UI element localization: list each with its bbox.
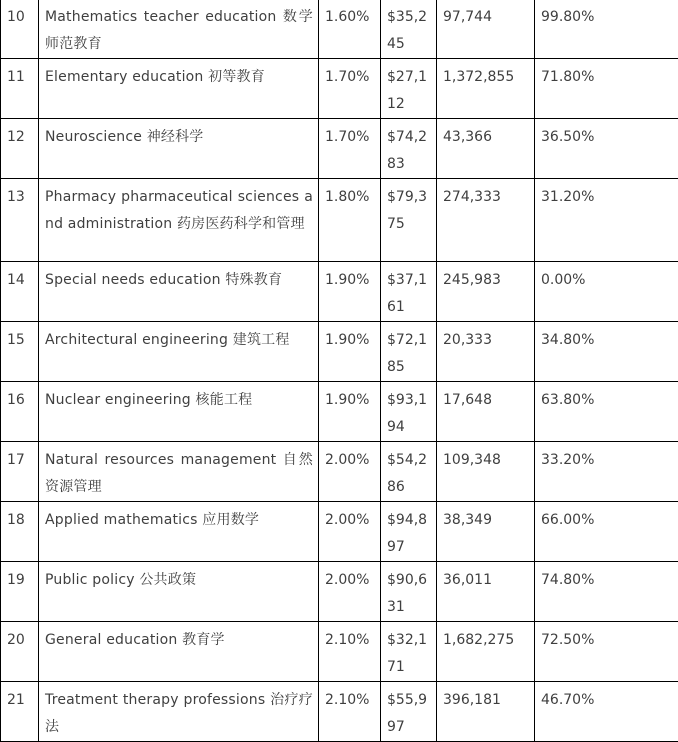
table-row <box>1 682 678 742</box>
major-cell: Mathematics teacher education 数学师范教育 <box>39 0 319 59</box>
rate-cell: 66.00% <box>535 502 678 562</box>
count-cell: 245,983 <box>437 262 535 322</box>
salary-cell: $79,375 <box>381 179 437 262</box>
rate-cell: 71.80% <box>535 59 678 119</box>
major-cell: Public policy 公共政策 <box>39 562 319 622</box>
percent-cell: 2.10% <box>319 622 381 682</box>
percent-cell: 1.80% <box>319 179 381 262</box>
rank-cell: 13 <box>1 179 39 262</box>
table-row <box>1 59 678 119</box>
rate-cell: 36.50% <box>535 119 678 179</box>
salary-cell: $27,112 <box>381 59 437 119</box>
rank-cell: 12 <box>1 119 39 179</box>
count-cell: 396,181 <box>437 682 535 742</box>
percent-cell: 1.90% <box>319 322 381 382</box>
salary-cell: $54,286 <box>381 442 437 502</box>
rank-cell: 18 <box>1 502 39 562</box>
percent-cell: 1.70% <box>319 119 381 179</box>
rank-cell: 16 <box>1 382 39 442</box>
salary-cell: $94,897 <box>381 502 437 562</box>
table-row <box>1 0 678 59</box>
table-row <box>1 262 678 322</box>
major-cell: Pharmacy pharmaceutical sciences and administration 药房医药科学和管理 <box>39 179 319 262</box>
rate-cell: 63.80% <box>535 382 678 442</box>
rank-cell: 14 <box>1 262 39 322</box>
table-row <box>1 382 678 442</box>
table-row <box>1 322 678 382</box>
major-cell: Architectural engineering 建筑工程 <box>39 322 319 382</box>
major-cell: Neuroscience 神经科学 <box>39 119 319 179</box>
table-row <box>1 502 678 562</box>
rate-cell: 34.80% <box>535 322 678 382</box>
salary-cell: $93,194 <box>381 382 437 442</box>
table-row <box>1 562 678 622</box>
rank-cell: 21 <box>1 682 39 742</box>
percent-cell: 1.70% <box>319 59 381 119</box>
percent-cell: 2.00% <box>319 442 381 502</box>
salary-cell: $55,997 <box>381 682 437 742</box>
rate-cell: 72.50% <box>535 622 678 682</box>
rate-cell: 0.00% <box>535 262 678 322</box>
salary-cell: $72,185 <box>381 322 437 382</box>
rate-cell: 46.70% <box>535 682 678 742</box>
count-cell: 17,648 <box>437 382 535 442</box>
rank-cell: 17 <box>1 442 39 502</box>
rank-cell: 10 <box>1 0 39 59</box>
salary-cell: $37,161 <box>381 262 437 322</box>
major-cell: General education 教育学 <box>39 622 319 682</box>
count-cell: 20,333 <box>437 322 535 382</box>
count-cell: 38,349 <box>437 502 535 562</box>
count-cell: 43,366 <box>437 119 535 179</box>
major-cell: Applied mathematics 应用数学 <box>39 502 319 562</box>
rank-cell: 20 <box>1 622 39 682</box>
rate-cell: 31.20% <box>535 179 678 262</box>
count-cell: 1,682,275 <box>437 622 535 682</box>
major-cell: Natural resources management 自然资源管理 <box>39 442 319 502</box>
percent-cell: 2.00% <box>319 562 381 622</box>
salary-cell: $32,171 <box>381 622 437 682</box>
rank-cell: 19 <box>1 562 39 622</box>
count-cell: 1,372,855 <box>437 59 535 119</box>
table-row <box>1 179 678 262</box>
salary-cell: $90,631 <box>381 562 437 622</box>
count-cell: 274,333 <box>437 179 535 262</box>
rank-cell: 11 <box>1 59 39 119</box>
rate-cell: 74.80% <box>535 562 678 622</box>
percent-cell: 1.60% <box>319 0 381 59</box>
salary-cell: $35,245 <box>381 0 437 59</box>
percent-cell: 1.90% <box>319 382 381 442</box>
major-cell: Nuclear engineering 核能工程 <box>39 382 319 442</box>
percent-cell: 2.00% <box>319 502 381 562</box>
percent-cell: 1.90% <box>319 262 381 322</box>
rate-cell: 33.20% <box>535 442 678 502</box>
rate-cell: 99.80% <box>535 0 678 59</box>
table-row <box>1 442 678 502</box>
major-cell: Elementary education 初等教育 <box>39 59 319 119</box>
count-cell: 109,348 <box>437 442 535 502</box>
salary-cell: $74,283 <box>381 119 437 179</box>
count-cell: 97,744 <box>437 0 535 59</box>
rank-cell: 15 <box>1 322 39 382</box>
table-row <box>1 622 678 682</box>
percent-cell: 2.10% <box>319 682 381 742</box>
count-cell: 36,011 <box>437 562 535 622</box>
table-row <box>1 119 678 179</box>
major-cell: Special needs education 特殊教育 <box>39 262 319 322</box>
major-cell: Treatment therapy professions 治疗疗法 <box>39 682 319 742</box>
